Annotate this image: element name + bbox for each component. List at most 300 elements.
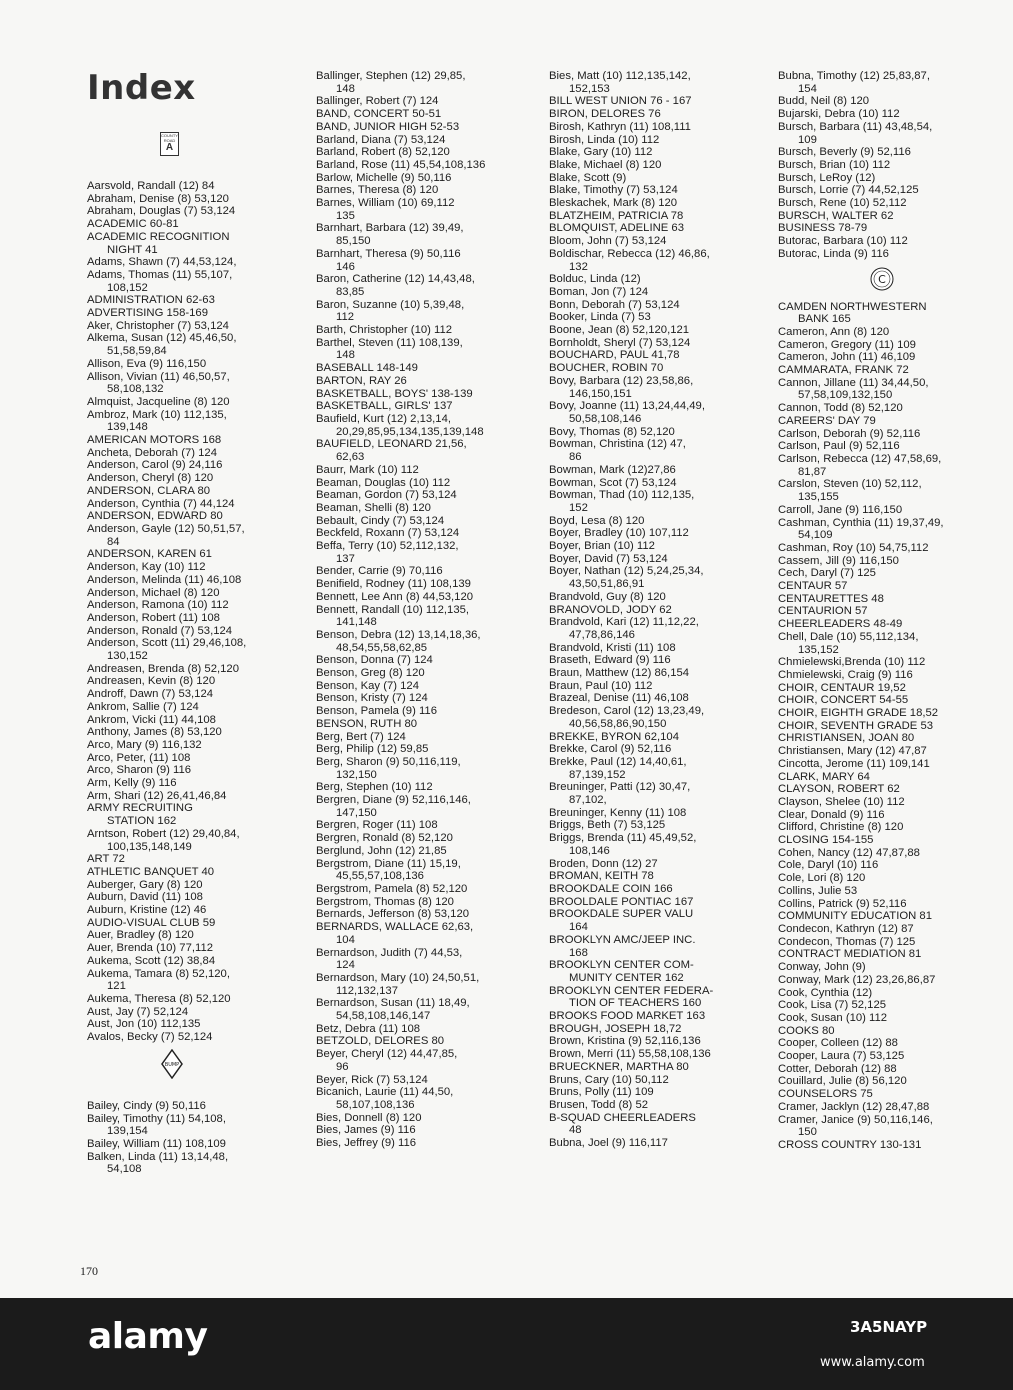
index-entry: Ambroz, Mark (10) 112,135, (87, 408, 227, 421)
index-entry-continuation: 48 (569, 1124, 582, 1137)
bump-sign-icon (161, 1049, 183, 1079)
index-entry: BASKETBALL, GIRLS' 137 (316, 400, 453, 413)
index-entry: ACADEMIC 60-81 (87, 218, 179, 231)
index-entry: BOUCHER, ROBIN 70 (549, 362, 664, 375)
index-entry: Arco, Peter, (11) 108 (87, 751, 191, 764)
index-entry-continuation: 135 (336, 209, 355, 222)
index-entry-continuation: 84 (107, 535, 120, 548)
index-entry: Brazeal, Denise (11) 46,108 (549, 692, 689, 705)
index-entry: ANDERSON, EDWARD 80 (87, 510, 223, 523)
index-entry: Auburn, David (11) 108 (87, 891, 203, 904)
index-entry: Bernardson, Mary (10) 24,50,51, (316, 971, 480, 984)
index-entry: Beyer, Cheryl (12) 44,47,85, (316, 1048, 458, 1061)
index-entry: BROOLDALE PONTIAC 167 (549, 895, 694, 908)
index-entry-continuation: 20,29,85,95,134,135,139,148 (336, 425, 484, 438)
index-entry: Barnhart, Theresa (9) 50,116 (316, 247, 461, 260)
index-entry: BILL WEST UNION 76 - 167 (549, 95, 692, 108)
index-entry: Bergren, Ronald (8) 52,120 (316, 832, 453, 845)
index-entry-continuation: 112 (336, 311, 355, 324)
index-entry: Balken, Linda (11) 13,14,48, (87, 1150, 229, 1163)
index-entry: Andreasen, Kevin (8) 120 (87, 675, 216, 688)
index-entry: BIRON, DELORES 76 (549, 108, 661, 121)
index-entry-continuation: 86 (569, 451, 582, 464)
index-entry: Baufield, Kurt (12) 2,13,14, (316, 412, 452, 425)
index-entry: CROSS COUNTRY 130-131 (778, 1138, 922, 1151)
index-entry: BURSCH, WALTER 62 (778, 209, 894, 222)
index-entry: BRUECKNER, MARTHA 80 (549, 1060, 689, 1073)
index-list-d (549, 70, 774, 1150)
index-entry: Bennett, Lee Ann (8) 44,53,120 (316, 590, 474, 603)
index-entry: Carroll, Jane (9) 116,150 (778, 503, 903, 516)
index-entry: Cook, Cynthia (12) (778, 986, 873, 999)
index-column-1 (87, 70, 312, 1176)
index-entry: Anderson, Cheryl (8) 120 (87, 472, 214, 485)
index-entry-continuation: 164 (569, 921, 588, 934)
index-entry: Bursch, Lorrie (7) 44,52,125 (778, 184, 919, 197)
index-entry: Cotter, Deborah (12) 88 (778, 1062, 897, 1075)
index-entry: Androff, Dawn (7) 53,124 (87, 688, 214, 701)
index-entry-continuation: 139,154 (107, 1125, 148, 1138)
county-road-sign-icon (160, 132, 179, 156)
index-entry: Anderson, Carol (9) 24,116 (87, 459, 223, 472)
index-entry-continuation: 45,55,57,108,136 (336, 870, 424, 883)
index-entry: Barland, Rose (11) 45,54,108,136 (316, 158, 486, 171)
index-entry: Bebault, Cindy (7) 53,124 (316, 514, 445, 527)
index-entry: Cook, Lisa (7) 52,125 (778, 999, 887, 1012)
index-entry: Barth, Christopher (10) 112 (316, 324, 453, 337)
index-entry-continuation: 150 (798, 1126, 817, 1139)
index-entry: Aust, Jon (10) 112,135 (87, 1018, 201, 1031)
index-entry: Allison, Vivian (11) 46,50,57, (87, 370, 230, 383)
index-entry: Bovy, Thomas (8) 52,120 (549, 425, 675, 438)
index-entry: BASKETBALL, BOYS' 138-139 (316, 387, 473, 400)
index-entry: Cashman, Cynthia (11) 19,37,49, (778, 516, 944, 529)
svg-text:BUMP: BUMP (164, 1061, 180, 1068)
index-entry: Benson, Pamela (9) 116 (316, 705, 437, 718)
index-entry: Boone, Jean (8) 52,120,121 (549, 324, 690, 337)
index-entry: Bruns, Polly (11) 109 (549, 1086, 654, 1099)
index-entry: ARMY RECRUITING (87, 802, 193, 815)
index-entry: Carslon, Steven (10) 52,112, (778, 478, 922, 491)
index-entry: Alkema, Susan (12) 45,46,50, (87, 332, 237, 345)
index-entry: Baurr, Mark (10) 112 (316, 463, 419, 476)
bump-logo (87, 1044, 312, 1100)
county-road-text: COUNTY ROAD (161, 133, 178, 143)
index-entry: Boyer, Bradley (10) 107,112 (549, 527, 689, 540)
index-entry: Cook, Susan (10) 112 (778, 1011, 888, 1024)
index-entry: Conway, John (9) (778, 961, 866, 974)
index-entry-continuation: 96 (336, 1060, 349, 1073)
index-entry: Bailey, Timothy (11) 54,108, (87, 1112, 226, 1125)
index-entry: Anderson, Kay (10) 112 (87, 561, 206, 574)
index-entry: Cramer, Janice (9) 50,116,146, (778, 1113, 933, 1126)
index-entry: Brekke, Carol (9) 52,116 (549, 743, 672, 756)
index-entry: CLAYSON, ROBERT 62 (778, 783, 900, 796)
index-entry: Bernardson, Judith (7) 44,53, (316, 946, 463, 959)
index-entry: Bennett, Randall (10) 112,135, (316, 603, 470, 616)
index-entry-continuation: 152,153 (569, 82, 610, 95)
index-entry: Bergren, Diane (9) 52,116,146, (316, 794, 471, 807)
index-entry: Cohen, Nancy (12) 47,87,88 (778, 846, 920, 859)
index-entry-continuation: 48,54,55,58,62,85 (336, 641, 428, 654)
index-entry: ART 72 (87, 853, 125, 866)
index-entry: Condecon, Thomas (7) 125 (778, 935, 916, 948)
index-entry: Braun, Matthew (12) 86,154 (549, 667, 690, 680)
page-number: 170 (80, 1264, 98, 1278)
index-entry: Auer, Bradley (8) 120 (87, 929, 194, 942)
index-entry: BRANOVOLD, JODY 62 (549, 603, 672, 616)
index-entry: Ballinger, Stephen (12) 29,85, (316, 70, 466, 82)
index-entry: Cincotta, Jerome (11) 109,141 (778, 757, 930, 770)
index-entry: CAMDEN NORTHWESTERN (778, 300, 927, 313)
index-entry: ATHLETIC BANQUET 40 (87, 865, 215, 878)
index-entry: Anthony, James (8) 53,120 (87, 726, 222, 739)
index-entry: Braun, Paul (10) 112 (549, 679, 653, 692)
index-column-4 (778, 70, 1003, 1152)
index-entry-continuation: 152 (569, 501, 588, 514)
index-entry: Bubna, Timothy (12) 25,83,87, (778, 70, 930, 82)
index-entry: Andreasen, Brenda (8) 52,120 (87, 662, 239, 675)
index-entry: Bender, Carrie (9) 70,116 (316, 565, 443, 578)
index-entry: CENTAURION 57 (778, 605, 868, 618)
index-entry: Blake, Scott (9) (549, 171, 627, 184)
index-entry: Bowman, Thad (10) 112,135, (549, 489, 695, 502)
index-entry: Boldischar, Rebecca (12) 46,86, (549, 247, 710, 260)
index-entry: Beaman, Gordon (7) 53,124 (316, 489, 457, 502)
index-entry: Beaman, Douglas (10) 112 (316, 476, 451, 489)
index-entry-continuation: 54,109 (798, 529, 833, 542)
watermark-image-id: 3A5NAYP (850, 1318, 928, 1336)
index-entry: Benson, Donna (7) 124 (316, 654, 433, 667)
index-entry: BUSINESS 78-79 (778, 222, 868, 235)
index-entry: Beyer, Rick (7) 53,124 (316, 1073, 428, 1086)
index-entry: Bleskachek, Mark (8) 120 (549, 197, 678, 210)
index-entry: Bursch, Beverly (9) 52,116 (778, 146, 911, 159)
index-entry: Collins, Patrick (9) 52,116 (778, 897, 907, 910)
index-entry: Auburn, Kristine (12) 46 (87, 904, 207, 917)
index-entry: Blake, Timothy (7) 53,124 (549, 184, 678, 197)
index-entry: Anderson, Scott (11) 29,46,108, (87, 637, 247, 650)
index-entry: Bergstrom, Pamela (8) 52,120 (316, 883, 468, 895)
index-entry: ADVERTISING 158-169 (87, 307, 208, 320)
index-entry: Barnes, Theresa (8) 120 (316, 184, 439, 197)
index-entry: Chmielewski,Brenda (10) 112 (778, 656, 926, 669)
index-entry-continuation: 124 (336, 959, 355, 972)
index-entry: Auberger, Gary (8) 120 (87, 878, 203, 891)
index-entry: Baron, Suzanne (10) 5,39,48, (316, 298, 465, 311)
index-entry: Boyer, Brian (10) 112 (549, 540, 655, 553)
index-entry-continuation: MUNITY CENTER 162 (569, 971, 684, 984)
index-entry: Cameron, Ann (8) 120 (778, 325, 890, 338)
index-list-c (316, 70, 541, 1150)
index-entry: Berg, Philip (12) 59,85 (316, 743, 429, 756)
index-entry: Blake, Gary (10) 112 (549, 146, 653, 159)
index-entry: Arm, Shari (12) 26,41,46,84 (87, 789, 227, 802)
index-entry: Benson, Kay (7) 124 (316, 679, 419, 692)
index-entry: Cameron, Gregory (11) 109 (778, 338, 916, 351)
index-entry: Abraham, Denise (8) 53,120 (87, 192, 229, 205)
index-entry: Bloom, John (7) 53,124 (549, 235, 667, 248)
index-entry: Briggs, Brenda (11) 45,49,52, (549, 832, 697, 845)
index-entry: Ankrom, Vicki (11) 44,108 (87, 713, 216, 726)
index-entry: Barlow, Michelle (9) 50,116 (316, 171, 452, 184)
index-entry-continuation: 40,56,58,86,90,150 (569, 717, 667, 730)
county-road-letter: A (165, 142, 174, 153)
index-entry: Barnhart, Barbara (12) 39,49, (316, 222, 464, 235)
index-entry: Chell, Dale (10) 55,112,134, (778, 630, 919, 643)
index-entry: BAND, JUNIOR HIGH 52-53 (316, 120, 460, 133)
index-entry-continuation: 87,139,152 (569, 768, 626, 781)
index-entry: ANDERSON, CLARA 80 (87, 484, 211, 497)
index-entry-continuation: 141,148 (336, 616, 377, 629)
index-entry: Brown, Kristina (9) 52,116,136 (549, 1035, 701, 1048)
index-entry: CHRISTIANSEN, JOAN 80 (778, 732, 915, 745)
index-entry: Aarsvold, Randall (12) 84 (87, 180, 215, 192)
index-entry: Brandvold, Kari (12) 11,12,22, (549, 616, 699, 629)
index-entry-continuation: 58,107,108,136 (336, 1098, 415, 1111)
index-entry: COMMUNITY EDUCATION 81 (778, 910, 932, 923)
index-entry-continuation: 132 (569, 260, 588, 273)
county-road-a-logo (87, 126, 312, 180)
index-entry: Breuninger, Kenny (11) 108 (549, 806, 687, 819)
index-entry: Birosh, Linda (10) 112 (549, 133, 660, 146)
index-entry: Bowman, Mark (12)27,86 (549, 463, 676, 476)
index-entry: BROOKS FOOD MARKET 163 (549, 1010, 706, 1023)
index-entry: Carlson, Paul (9) 52,116 (778, 440, 900, 453)
index-entry: Cramer, Jacklyn (12) 28,47,88 (778, 1100, 930, 1113)
index-entry: CONTRACT MEDIATION 81 (778, 948, 922, 961)
index-entry: Anderson, Cynthia (7) 44,124 (87, 497, 235, 510)
index-entry: Beffa, Terry (10) 52,112,132, (316, 540, 459, 553)
index-entry: Bowman, Scot (7) 53,124 (549, 476, 677, 489)
index-entry: Bubna, Joel (9) 116,117 (549, 1137, 668, 1150)
index-column-3 (549, 70, 774, 1150)
index-entry: Brekke, Paul (12) 14,40,61, (549, 755, 687, 768)
index-entry: Cooper, Laura (7) 53,125 (778, 1050, 905, 1063)
index-entry: Brandvold, Kristi (11) 108 (549, 641, 676, 654)
index-entry: CHEERLEADERS 48-49 (778, 618, 903, 631)
index-entry: CHOIR, EIGHTH GRADE 18,52 (778, 707, 939, 720)
index-entry: Anderson, Melinda (11) 46,108 (87, 573, 242, 586)
index-entry: Benson, Kristy (7) 124 (316, 692, 428, 705)
index-entry: Booker, Linda (7) 53 (549, 311, 651, 324)
index-entry: BASEBALL 148-149 (316, 362, 418, 375)
index-entry-continuation: 54,108 (107, 1163, 142, 1176)
index-entry: Cech, Daryl (7) 125 (778, 567, 876, 580)
index-entry: Couillard, Julie (8) 56,120 (778, 1075, 907, 1088)
index-entry: Cameron, John (11) 46,109 (778, 351, 916, 364)
index-entry: Bies, Donnell (8) 120 (316, 1111, 422, 1124)
index-entry: Aker, Christopher (7) 53,124 (87, 319, 229, 332)
index-entry: Bonn, Deborah (7) 53,124 (549, 298, 680, 311)
index-entry: Adams, Shawn (7) 44,53,124, (87, 256, 237, 269)
index-entry: Berg, Sharon (9) 50,116,119, (316, 755, 461, 768)
index-entry-continuation: 139,148 (107, 421, 148, 434)
index-entry: BROOKLYN CENTER COM- (549, 959, 694, 972)
index-entry: Baron, Catherine (12) 14,43,48, (316, 273, 475, 286)
index-entry: BOUCHARD, PAUL 41,78 (549, 349, 680, 362)
index-entry: BENSON, RUTH 80 (316, 717, 418, 730)
index-entry: Briggs, Beth (7) 53,125 (549, 819, 666, 832)
index-entry: Bolduc, Linda (12) (549, 273, 641, 286)
index-entry-continuation: 130,152 (107, 650, 148, 663)
index-entry: Berg, Stephen (10) 112 (316, 781, 433, 794)
index-entry: Collins, Julie 53 (778, 884, 858, 897)
index-entry: Conway, Mark (12) 23,26,86,87 (778, 973, 936, 986)
index-entry-continuation: 47,78,86,146 (569, 628, 635, 641)
index-entry-continuation: 57,58,109,132,150 (798, 389, 893, 402)
index-entry-continuation: 168 (569, 946, 588, 959)
index-entry: CHOIR, CONCERT 54-55 (778, 694, 909, 707)
index-entry: Bovy, Joanne (11) 13,24,44,49, (549, 400, 705, 413)
index-list-b (87, 1100, 312, 1176)
index-entry-continuation: 147,150 (336, 806, 377, 819)
index-entry: Abraham, Douglas (7) 53,124 (87, 205, 236, 218)
index-entry: Benson, Debra (12) 13,14,18,36, (316, 628, 481, 641)
index-entry-continuation: 135,152 (798, 643, 839, 656)
watermark-url: www.alamy.com (820, 1355, 925, 1370)
index-entry: Bies, Matt (10) 112,135,142, (549, 70, 691, 82)
index-entry: Betz, Debra (11) 108 (316, 1022, 421, 1035)
index-entry: BROMAN, KEITH 78 (549, 870, 654, 883)
index-entry: Bredeson, Carol (12) 13,23,49, (549, 705, 705, 718)
index-entry: Boman, Jon (7) 124 (549, 285, 649, 298)
index-entry: BROUGH, JOSEPH 18,72 (549, 1022, 682, 1035)
index-entry-continuation: 54,58,108,146,147 (336, 1010, 431, 1023)
index-entry-continuation: 148 (336, 82, 355, 95)
index-list-f (778, 301, 1003, 1152)
index-entry: Cooper, Colleen (12) 88 (778, 1037, 898, 1050)
index-entry: BROOKLYN CENTER FEDERA- (549, 984, 714, 997)
index-entry: Butorac, Linda (9) 116 (778, 247, 889, 260)
index-entry: Bursch, Barbara (11) 43,48,54, (778, 120, 933, 133)
index-entry: Benson, Greg (8) 120 (316, 667, 425, 680)
index-entry-continuation: TION OF TEACHERS 160 (569, 997, 702, 1010)
index-entry: Chmielewski, Craig (9) 116 (778, 668, 913, 681)
index-entry: Benifield, Rodney (11) 108,139 (316, 578, 471, 591)
index-entry: Bernardson, Susan (11) 18,49, (316, 997, 470, 1010)
index-entry: Arco, Sharon (9) 116 (87, 764, 192, 777)
index-entry: Arm, Kelly (9) 116 (87, 777, 177, 790)
index-entry: CAREERS' DAY 79 (778, 414, 876, 427)
index-entry: Bernards, Jefferson (8) 53,120 (316, 908, 470, 921)
index-entry: Bailey, Cindy (9) 50,116 (87, 1099, 206, 1112)
index-entry-continuation: 148 (336, 349, 355, 362)
index-entry: Bergren, Roger (11) 108 (316, 819, 438, 832)
index-entry: ADMINISTRATION 62-63 (87, 294, 215, 307)
index-entry: Ballinger, Robert (7) 124 (316, 95, 439, 108)
index-entry: Bursch, Brian (10) 112 (778, 158, 891, 171)
index-entry: AMERICAN MOTORS 168 (87, 434, 222, 447)
index-entry: COOKS 80 (778, 1024, 835, 1037)
centaur-circle-icon (870, 267, 894, 291)
index-entry: Cannon, Todd (8) 52,120 (778, 402, 903, 415)
page-title: Index (87, 68, 196, 108)
index-entry: Barnes, William (10) 69,112 (316, 197, 455, 210)
index-entry: B-SQUAD CHEERLEADERS (549, 1111, 696, 1124)
index-entry-continuation: BANK 165 (798, 313, 851, 326)
index-entry: Bovy, Barbara (12) 23,58,86, (549, 374, 694, 387)
index-entry: CLARK, MARY 64 (778, 770, 870, 783)
index-entry: Boyer, Nathan (12) 5,24,25,34, (549, 565, 704, 578)
index-entry: CLOSING 154-155 (778, 834, 874, 847)
index-entry: Blake, Michael (8) 120 (549, 158, 662, 171)
index-entry-continuation: 85,150 (336, 235, 371, 248)
index-entry-continuation: 62,63 (336, 451, 365, 464)
index-entry: Boyer, David (7) 53,124 (549, 552, 668, 565)
index-entry: Budd, Neil (8) 120 (778, 95, 870, 108)
index-entry-continuation: 104 (336, 933, 355, 946)
index-entry: CHOIR, CENTAUR 19,52 (778, 681, 906, 694)
index-entry: Boyd, Lesa (8) 120 (549, 514, 645, 527)
index-entry: Broden, Donn (12) 27 (549, 857, 658, 870)
index-entry-continuation: 135,155 (798, 491, 839, 504)
index-entry-continuation: 108,146 (569, 844, 610, 857)
index-entry: BROOKDALE COIN 166 (549, 883, 673, 895)
index-entry: Barthel, Steven (11) 108,139, (316, 336, 463, 349)
index-entry: Aukema, Scott (12) 38,84 (87, 954, 216, 967)
index-entry: BLOMQUIST, ADELINE 63 (549, 222, 684, 235)
index-entry: Anderson, Michael (8) 120 (87, 586, 220, 599)
index-entry: Brusen, Todd (8) 52 (549, 1098, 649, 1111)
index-entry: Bursch, LeRoy (12) (778, 171, 876, 184)
index-entry-continuation: 132,150 (336, 768, 377, 781)
index-entry-continuation: 109 (798, 133, 817, 146)
index-entry: Anderson, Ramona (10) 112 (87, 599, 229, 612)
index-entry: COUNSELORS 75 (778, 1088, 873, 1101)
index-entry-continuation: 137 (336, 552, 355, 565)
index-entry-continuation: 112,132,137 (336, 984, 398, 997)
index-entry: Beckfeld, Roxann (7) 53,124 (316, 527, 460, 540)
index-entry: Cannon, Jillane (11) 34,44,50, (778, 376, 929, 389)
index-entry: Cashman, Roy (10) 54,75,112 (778, 541, 929, 554)
index-entry: BREKKE, BYRON 62,104 (549, 730, 679, 743)
index-entry: Almquist, Jacqueline (8) 120 (87, 395, 230, 408)
index-entry: Arco, Mary (9) 116,132 (87, 738, 202, 751)
index-entry: Anderson, Gayle (12) 50,51,57, (87, 522, 245, 535)
index-entry: Cole, Daryl (10) 116 (778, 859, 879, 872)
index-entry: Bies, Jeffrey (9) 116 (316, 1137, 417, 1150)
index-entry: Aukema, Tamara (8) 52,120, (87, 967, 230, 980)
index-entry: Auer, Brenda (10) 77,112 (87, 942, 214, 955)
index-list-a (87, 180, 312, 1044)
svg-text:C: C (878, 272, 886, 286)
index-entry: BAND, CONCERT 50-51 (316, 108, 442, 121)
index-entry-continuation: STATION 162 (107, 815, 177, 828)
index-entry-continuation: 87,102, (569, 794, 607, 807)
index-entry: Barland, Robert (8) 52,120 (316, 146, 450, 159)
index-entry: Beaman, Shelli (8) 120 (316, 501, 431, 514)
index-entry: Clear, Donald (9) 116 (778, 808, 885, 821)
index-entry-continuation: 108,152 (107, 281, 148, 294)
index-entry: Carlson, Deborah (9) 52,116 (778, 427, 921, 440)
index-entry: Cole, Lori (8) 120 (778, 872, 866, 885)
index-entry-continuation: 43,50,51,86,91 (569, 578, 645, 591)
index-entry: Birosh, Kathryn (11) 108,111 (549, 120, 691, 133)
index-entry: Brandvold, Guy (8) 120 (549, 590, 666, 603)
index-entry: BROOKLYN AMC/JEEP INC. (549, 933, 696, 946)
index-entry: BETZOLD, DELORES 80 (316, 1035, 445, 1048)
index-entry: Bies, James (9) 116 (316, 1124, 416, 1137)
index-entry: CENTAURETTES 48 (778, 592, 884, 605)
index-entry: BAUFIELD, LEONARD 21,56, (316, 438, 467, 451)
index-entry: BERNARDS, WALLACE 62,63, (316, 921, 474, 934)
index-entry: Adams, Thomas (11) 55,107, (87, 268, 233, 281)
index-entry: Anderson, Ronald (7) 53,124 (87, 624, 233, 637)
index-entry: Avalos, Becky (7) 52,124 (87, 1031, 213, 1044)
centaur-c-logo (778, 261, 1003, 301)
index-entry: Condecon, Kathryn (12) 87 (778, 923, 914, 935)
